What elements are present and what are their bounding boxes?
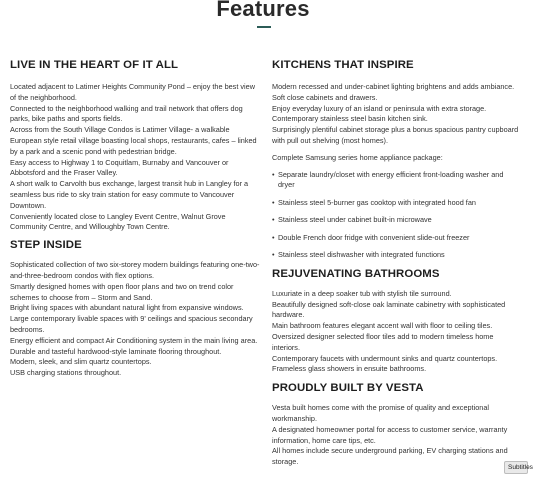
feature-line: Conveniently located close to Langley Event Centre, Walnut Grove Community Centre, and Willoughby Town Centre. [10, 211, 226, 232]
feature-line: Easy access to Highway 1 to Coquitlam, Burnaby and Vancouver or Abbotsford and the Fraser Valley. [10, 157, 229, 178]
feature-line: Modern recessed and under-cabinet lighting brightens and adds ambiance. [272, 82, 515, 91]
appliance-list [272, 170, 522, 262]
feature-line: Bright living spaces with abundant natural light from expansive windows. [10, 303, 244, 313]
feature-line: Oversized designer selected floor tiles add to modern timeless home interiors. [272, 331, 494, 352]
section-heading-step-inside: STEP INSIDE [10, 239, 82, 252]
feature-line: Frameless glass showers in ensuite bathrooms. [272, 364, 427, 374]
feature-line: Luxuriate in a deep soaker tub with stylish tile surround. [272, 288, 452, 298]
feature-line: A short walk to Carvolth bus exchange, largest transit hub in Langley for a seamless bus ride to sky train station for easy commute to Vancouver Downtown. [10, 179, 249, 210]
title-underline [257, 26, 271, 28]
feature-line: Main bathroom features elegant accent wall with floor to ceiling tiles. [272, 321, 493, 331]
feature-line: Sophisticated collection of two six-storey modern buildings featuring one-two-and-three-bedroom condos with flex options. [10, 260, 260, 280]
left-column [10, 58, 262, 379]
page-title: Features [216, 0, 310, 21]
section-body-step-inside [10, 260, 262, 379]
section-heading-kitchens: KITCHENS THAT INSPIRE [272, 59, 414, 71]
feature-line: Surprisingly plentiful cabinet storage plus a bonus spacious pantry cupboard with pull out shelving (most homes). [272, 125, 519, 145]
feature-line: Energy efficient and compact Air Conditioning system in the main living area. [10, 335, 258, 345]
appliance-item: • Double French door fridge with convenient slide-out freezer [272, 233, 522, 244]
section-body-heart [10, 82, 262, 233]
feature-line: Modern, sleek, and slim quartz countertops. [10, 357, 152, 367]
feature-line: Smartly designed homes with open floor plans and two on trend color schemes to choose from – Storm and Sand. [10, 281, 234, 302]
appliance-package-intro: Complete Samsung series home appliance package: [272, 152, 443, 162]
section-body-kitchens [272, 82, 522, 147]
feature-line: Soft close cabinets and drawers. [272, 92, 378, 102]
appliance-item: • Stainless steel under cabinet built-in microwave [272, 215, 522, 226]
feature-line: Contemporary faucets with undermount sinks and quartz countertops. [272, 353, 498, 363]
appliance-item: • Stainless steel dishwasher with integrated functions [272, 250, 522, 261]
feature-line: Vesta built homes come with the promise of quality and exceptional workmanship. [272, 403, 490, 423]
feature-line: Durable and tasteful hardwood-style laminate flooring throughout. [10, 346, 222, 356]
appliance-item: • Separate laundry/closet with energy efficient front-loading washer and dryer [272, 170, 522, 192]
feature-line: Beautifully designed soft-close oak laminate cabinetry with sophisticated hardware. [272, 299, 506, 320]
appliance-item: • Stainless steel 5-burner gas cooktop with integrated hood fan [272, 198, 522, 209]
feature-line: Enjoy everyday luxury of an island or peninsula with extra storage. [272, 103, 487, 113]
section-body-bathrooms [272, 289, 522, 375]
section-heading-bathrooms: REJUVENATING BATHROOMS [272, 267, 440, 280]
feature-line: Large contemporary livable spaces with 9’ ceilings and spacious secondary bedrooms. [10, 314, 253, 334]
section-body-vesta [272, 403, 522, 468]
feature-line: Across from the South Village Condos is Latimer Village- a walkable European style retail village boasting local shops, restaurants, cafes – linked by a park and a scenic pond with pedestrian bridge. [10, 125, 257, 156]
right-column [272, 58, 522, 468]
feature-line: Connected to the neighborhood walking and trail network that offers dog parks, bike paths and sports fields. [10, 103, 243, 124]
feature-line: USB charging stations throughout. [10, 368, 122, 378]
feature-line: A designated homeowner portal for access to customer service, warranty information, home care tips, etc. [272, 424, 508, 445]
feature-line: Contemporary stainless steel basin kitchen sink. [272, 114, 428, 124]
feature-line: Located adjacent to Latimer Heights Community Pond – enjoy the best view of the neighborhood. [10, 82, 255, 102]
subtitles-button[interactable]: Subtitles [504, 461, 528, 474]
section-heading-heart: LIVE IN THE HEART OF IT ALL [10, 59, 179, 71]
feature-line: All homes include secure underground parking, EV charging stations and storage. [272, 446, 508, 467]
section-heading-vesta: PROUDLY BUILT BY VESTA [272, 382, 424, 395]
